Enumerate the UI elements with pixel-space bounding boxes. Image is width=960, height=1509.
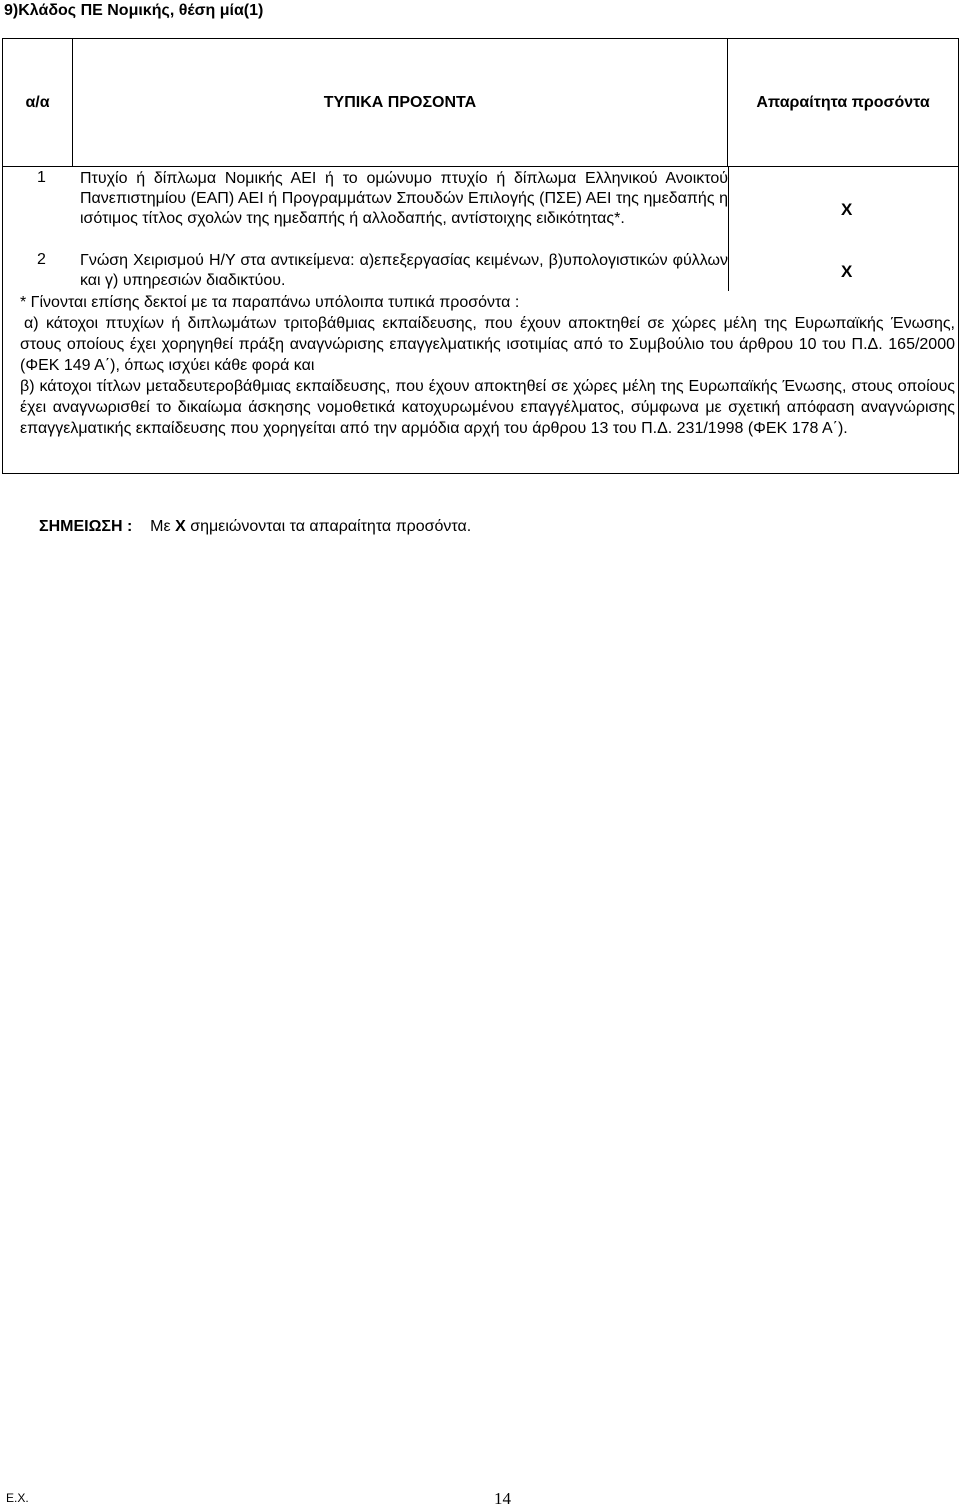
footer-initials: Ε.Χ. [6, 1491, 29, 1505]
footnote [20, 292, 955, 439]
footnote-intro: * Γίνονται επίσης δεκτοί με τα παραπάνω υπόλοιπα τυπικά προσόντα : [20, 294, 520, 311]
row-number: 1 [37, 169, 46, 186]
remark-pre: Με [150, 518, 171, 535]
row-description: Πτυχίο ή δίπλωμα Νομικής ΑΕΙ ή το ομώνυμο πτυχίο ή δίπλωμα Ελληνικού Ανοικτού Πανεπιστημίου (ΕΑΠ) ΑΕΙ ή Προγραμμάτων Σπουδών Επιλογής (ΠΣΕ) ΑΕΙ της ημεδαπής η ισότιμος τίτλος σχολών της ημεδαπής ή αλλοδαπής, αντίστοιχης ειδικότητας*. [80, 170, 728, 227]
header-aparaitita: Απαραίτητα προσόντα [728, 39, 958, 167]
page-title: 9)Κλάδος ΠΕ Νομικής, θέση μία(1) [4, 2, 264, 19]
row-number: 2 [37, 251, 46, 268]
row-description: Γνώση Χειρισμού Η/Υ στα αντικείμενα: α)επεξεργασίας κειμένων, β)υπολογιστικών φύλλων και γ) υπηρεσιών διαδικτύου. [80, 252, 728, 289]
table-row [3, 251, 958, 291]
required-mark: Χ [841, 200, 853, 219]
remark-x: Χ [175, 518, 186, 535]
table-row [3, 169, 958, 251]
header-typika-prosonta: ΤΥΠΙΚΑ ΠΡΟΣΟΝΤΑ [73, 39, 728, 167]
remark-label: ΣΗΜΕΙΩΣΗ : [39, 518, 133, 535]
footnote-b: β) κάτοχοι τίτλων μεταδευτεροβάθμιας εκπαίδευσης, που έχουν αποκτηθεί σε χώρες μέλη της Ευρωπαϊκής Ένωσης, στους οποίους έχει αναγνωρισθεί το δικαίωμα άσκησης νομοθετικά κατοχυρωμένου επαγγέλματος, σύμφωνα με σχετική απόφαση αναγνώρισης επαγγελματικής εκπαίδευσης που χορηγείται από την αρμόδια αρχή του άρθρου 13 του Π.Δ. 231/1998 (ΦΕΚ 178 Α΄). [20, 378, 955, 437]
required-mark: Χ [841, 262, 853, 281]
qualifications-table [2, 38, 959, 474]
header-aa: α/α [3, 39, 73, 167]
remark-post: σημειώνονται τα απαραίτητα προσόντα. [190, 518, 472, 535]
remark-note [39, 518, 471, 536]
footnote-a: α) κάτοχοι πτυχίων ή διπλωμάτων τριτοβάθμιας εκπαίδευσης, που έχουν αποκτηθεί σε χώρες μέλη της Ευρωπαϊκής Ένωσης, στους οποίους έχει χορηγηθεί πράξη αναγνώρισης επαγγελματικής ισοτιμίας από το Συμβούλιο του άρθρου 10 του Π.Δ. 165/2000 (ΦΕΚ 149 Α΄), όπως ισχύει κάθε φορά και [20, 315, 955, 374]
page-number: 14 [494, 1489, 511, 1508]
